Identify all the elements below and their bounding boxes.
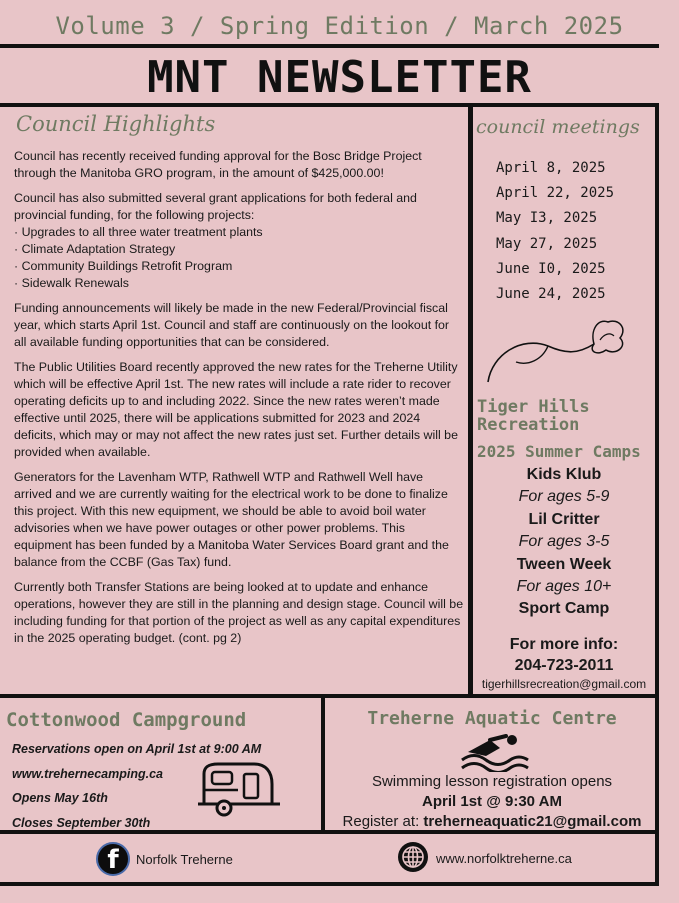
project-item: · Community Buildings Retrofit Program [14, 259, 233, 273]
campground-website: www.trehernecamping.ca [12, 766, 163, 781]
project-item: · Upgrades to all three water treatment plants [14, 225, 263, 239]
meeting-date: May I3, 2025 [496, 210, 598, 227]
meeting-dates-list [496, 156, 614, 307]
camp-name: Kids Klub [526, 466, 602, 483]
council-paragraph: Funding announcements will likely be made in the new Federal/Provincial fiscal year, which starts April 1st. Council and staff are continuously on the lookout for all available funding opportunities that can be considered. [14, 301, 450, 349]
project-list [14, 224, 464, 292]
swim-registration-date: April 1st @ 9:30 AM [422, 793, 562, 810]
camp-name: Tween Week [516, 555, 612, 573]
swimmer-icon [460, 730, 530, 772]
campground-title: Cottonwood Campground [6, 709, 247, 731]
meeting-date: April 8, 2025 [496, 160, 606, 176]
recreation-phone: 204-723-2011 [514, 657, 614, 674]
meeting-date: May 27, 2025 [496, 235, 598, 252]
council-highlights-title: Council Highlights [16, 112, 216, 136]
volume-line: Volume 3 / Spring Edition / March 2025 [55, 12, 624, 40]
camp-ages: For ages 5-9 [518, 488, 610, 506]
aquatic-email: treherneaquatic21@gmail.com [423, 813, 642, 830]
campground-line: Opens May 16th [12, 791, 108, 806]
council-meetings-title: council meetings [476, 116, 640, 138]
council-paragraph: Generators for the Lavenham WTP, Rathwell WTP and Rathwell Well have arrived and we are currently waiting for the electrical work to be done to finalize this project. With this new equipment, we should be able to avoid boil water advisories when we have power outages or other power problems. This equipment has been funded by a Manitoba Water Services Board grant and the balance from the CCBF (Gas Tax) fund. [14, 470, 449, 569]
summer-camps-title: 2025 Summer Camps [477, 442, 641, 461]
council-paragraph: The Public Utilities Board recently approved the new rates for the Treherne Utility which will be effective April 1st. The new rates will include a rate rider to recover operating deficits up to and including 2022. Since the new rates weren’t made effective until 2025, there will be applications submitted for 2023 and 2024 deficits, which may or may not affect the new rates just set. Further details will be provided when available. [14, 360, 458, 459]
globe-icon [397, 841, 429, 873]
camp-name: Sport Camp [518, 600, 610, 618]
meeting-date: June I0, 2025 [496, 260, 606, 277]
aquatic-register-line [325, 813, 659, 830]
recreation-email: tigerhillsrecreation@gmail.com [481, 677, 647, 691]
camp-name: Lil Critter [528, 510, 600, 528]
camper-trailer-icon [196, 758, 282, 820]
council-paragraph: Council has recently received funding approval for the Bosc Bridge Project through the Manitoba GRO program, in the amount of $425,000.00! [14, 149, 422, 180]
tiger-hills-title: Tiger Hills Recreation [477, 397, 590, 435]
header-rule-top [0, 44, 659, 48]
camps-list [473, 464, 655, 621]
register-prefix: Register at: [342, 813, 424, 830]
flower-doodle-icon [482, 314, 632, 386]
council-grant-block [14, 190, 464, 292]
more-info-block [473, 634, 655, 676]
council-highlights-body [14, 148, 464, 655]
project-item: · Climate Adaptation Strategy [14, 242, 176, 256]
campground-line: Reservations open on April 1st at 9:00 AM [12, 742, 262, 756]
swim-registration-text: Swimming lesson registration opens [371, 773, 613, 790]
council-paragraph: Currently both Transfer Stations are being looked at to update and enhance operations, however they are still in the planning and design stage. Council will be including funding for that portion of the project as well as any capital expenditures in the 2025 operating budget. (cont. pg 2) [14, 580, 464, 645]
facebook-name: Norfolk Treherne [136, 852, 233, 867]
facebook-icon: f [96, 842, 130, 876]
more-info-label: For more info: [509, 636, 619, 653]
website-url: www.norfolktreherne.ca [436, 851, 572, 866]
newsletter-title: MNT NEWSLETTER [147, 52, 532, 103]
camp-ages: For ages 10+ [516, 578, 612, 596]
council-paragraph: Council has also submitted several grant applications for both federal and provincial funding, for the following projects: [14, 191, 417, 222]
meeting-date: June 24, 2025 [496, 286, 606, 303]
camp-ages: For ages 3-5 [518, 533, 610, 551]
project-item: · Sidewalk Renewals [14, 276, 130, 290]
campground-line: Closes September 30th [12, 815, 151, 830]
meeting-date: April 22, 2025 [496, 185, 615, 202]
aquatic-title: Treherne Aquatic Centre [367, 708, 617, 729]
